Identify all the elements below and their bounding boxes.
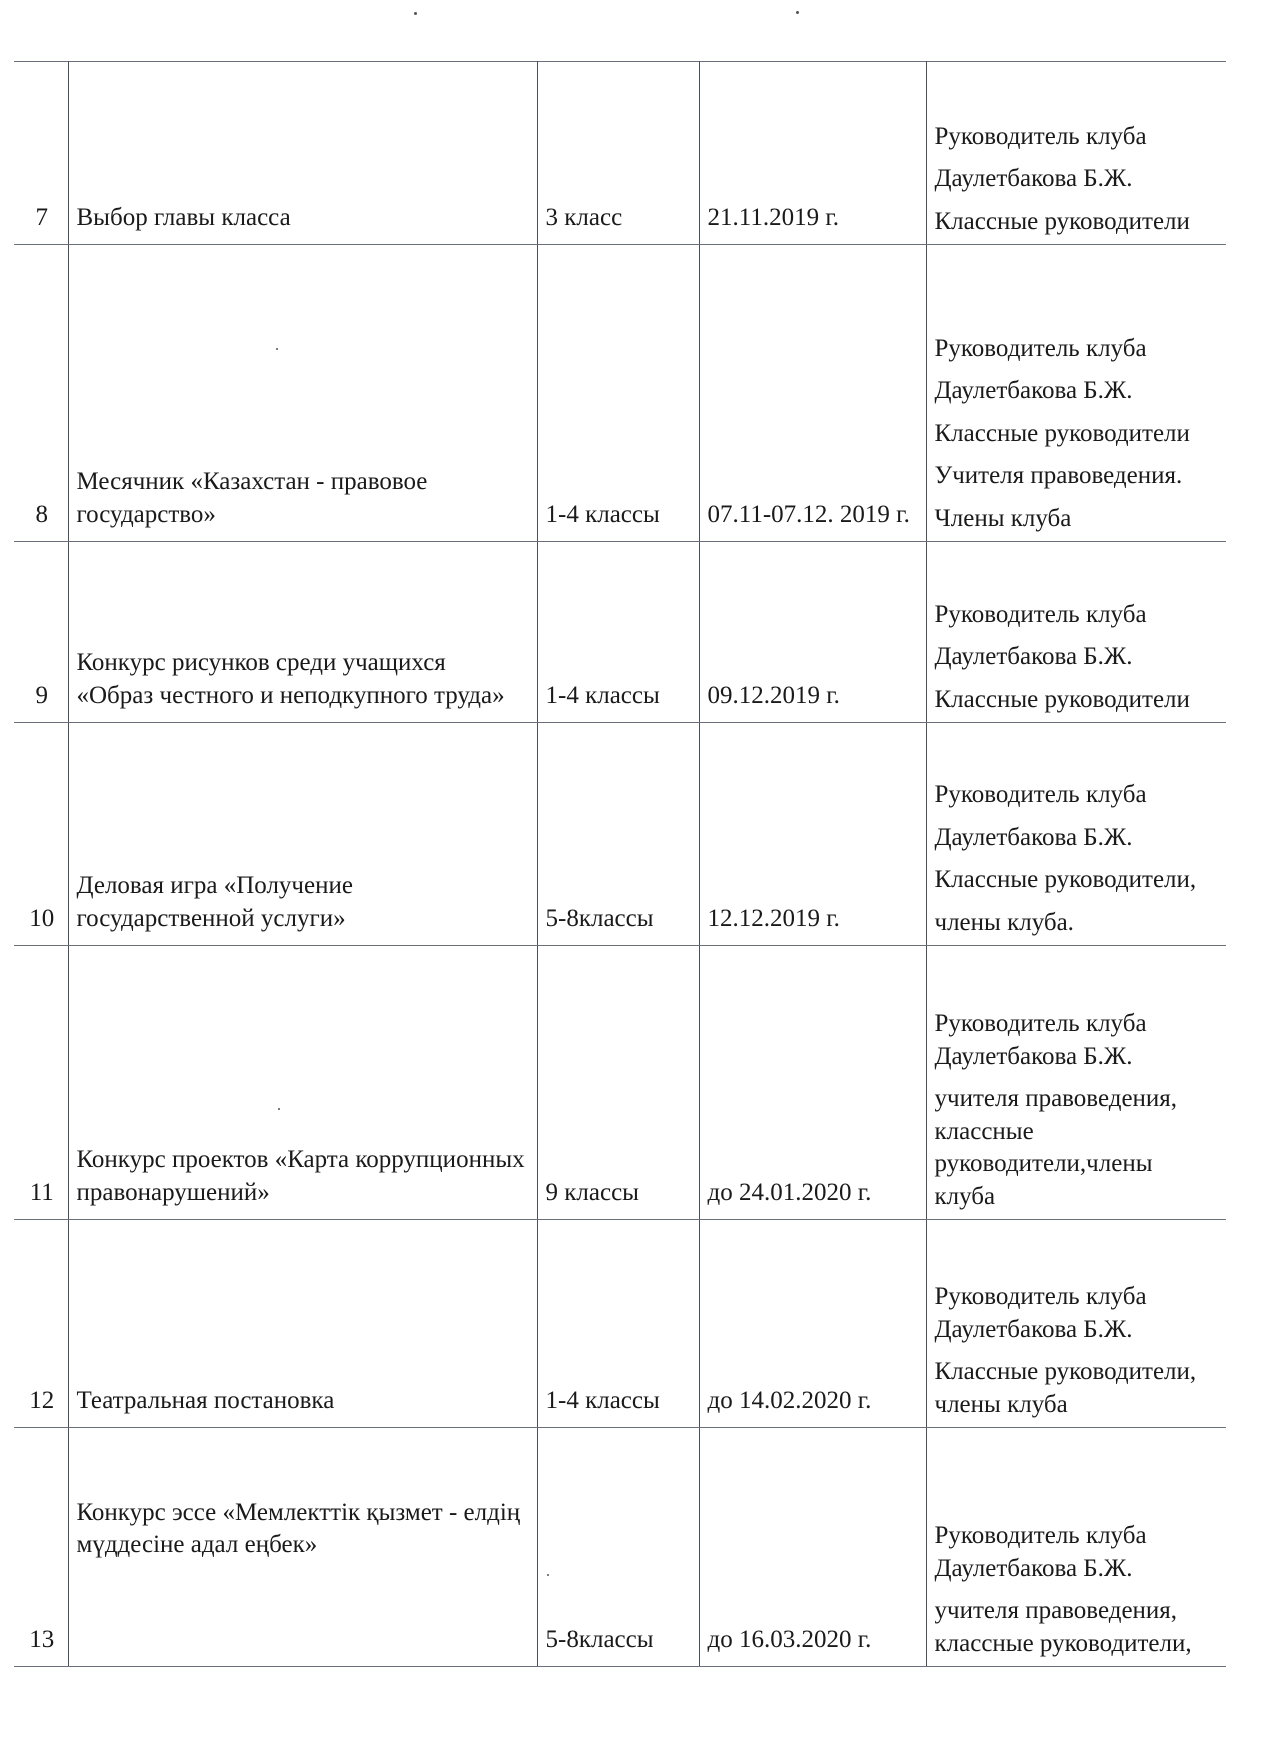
- event-date: 12.12.2019 г.: [699, 723, 926, 946]
- event-name: Месячник «Казахстан - правовое государство»: [68, 245, 537, 542]
- responsible-line: Руководитель клуба Даулетбакова Б.Ж.: [934, 1522, 1147, 1582]
- event-name: Конкурс рисунков среди учащихся «Образ честного и неподкупного труда»: [68, 542, 537, 723]
- row-number: 10: [14, 723, 68, 946]
- responsible: [926, 245, 1226, 542]
- event-date: 07.11-07.12. 2019 г.: [699, 245, 926, 542]
- responsible-line: Классные руководители: [934, 207, 1190, 235]
- event-name: Конкурс эссе «Мемлекттік қызмет - елдің мүддесіне адал еңбек»: [68, 1428, 537, 1667]
- responsible-line: члены клуба.: [934, 908, 1074, 936]
- event-date: до 16.03.2020 г.: [699, 1428, 926, 1667]
- participants: 5-8классы: [537, 1428, 699, 1667]
- responsible-line: Классные руководители,: [934, 866, 1197, 893]
- participants: 5-8классы: [537, 723, 699, 946]
- responsible-line: Руководитель клуба Даулетбакова Б.Ж.: [934, 1010, 1147, 1070]
- event-plan-table: [14, 61, 1226, 1667]
- table-row: [14, 62, 1226, 245]
- responsible: [926, 542, 1226, 723]
- row-number: 9: [14, 542, 68, 723]
- participants: 1-4 классы: [537, 245, 699, 542]
- table-row: [14, 946, 1226, 1220]
- event-date: до 14.02.2020 г.: [699, 1220, 926, 1428]
- responsible-line: Члены клуба: [934, 504, 1072, 532]
- responsible-line: Руководитель клуба: [934, 122, 1147, 150]
- responsible: [926, 946, 1226, 1220]
- table-row: [14, 542, 1226, 723]
- responsible-line: Руководитель клуба Даулетбакова Б.Ж.: [934, 1283, 1147, 1343]
- row-number: 8: [14, 245, 68, 542]
- event-name: Выбор главы класса: [68, 62, 537, 245]
- responsible-line: Даулетбакова Б.Ж.: [934, 377, 1133, 404]
- responsible-line: Даулетбакова Б.Ж.: [934, 823, 1133, 851]
- responsible: [926, 1220, 1226, 1428]
- event-name: Театральная постановка: [68, 1220, 537, 1428]
- event-name: Деловая игра «Получение государственной услуги»: [68, 723, 537, 946]
- participants: 1-4 классы: [537, 1220, 699, 1428]
- table-row: [14, 1428, 1226, 1667]
- responsible-line: учителя правоведения, классные руководители,: [934, 1597, 1192, 1657]
- responsible-line: Даулетбакова Б.Ж.: [934, 165, 1133, 192]
- event-date: 21.11.2019 г.: [699, 62, 926, 245]
- responsible-line: учителя правоведения, классные руководители,члены клуба: [934, 1085, 1178, 1210]
- table-row: [14, 723, 1226, 946]
- participants: 1-4 классы: [537, 542, 699, 723]
- row-number: 7: [14, 62, 68, 245]
- scan-speck: [796, 11, 799, 14]
- row-number: 13: [14, 1428, 68, 1667]
- responsible-line: Классные руководители: [934, 685, 1190, 713]
- table-row: [14, 245, 1226, 542]
- row-number: 11: [14, 946, 68, 1220]
- responsible: [926, 1428, 1226, 1667]
- responsible-line: Руководитель клуба: [934, 781, 1147, 808]
- row-number: 12: [14, 1220, 68, 1428]
- event-date: до 24.01.2020 г.: [699, 946, 926, 1220]
- responsible-line: Учителя правоведения.: [934, 462, 1183, 489]
- responsible-line: Даулетбакова Б.Ж.: [934, 643, 1133, 670]
- responsible-line: Классные руководители: [934, 419, 1190, 447]
- responsible: [926, 723, 1226, 946]
- participants: 9 классы: [537, 946, 699, 1220]
- participants: 3 класс: [537, 62, 699, 245]
- table-row: [14, 1220, 1226, 1428]
- responsible-line: Руководитель клуба: [934, 334, 1147, 362]
- responsible-line: Руководитель клуба: [934, 600, 1147, 628]
- responsible-line: Классные руководители, члены клуба: [934, 1358, 1197, 1418]
- event-name: Конкурс проектов «Карта коррупционных правонарушений»: [68, 946, 537, 1220]
- event-date: 09.12.2019 г.: [699, 542, 926, 723]
- scan-speck: [414, 12, 417, 15]
- responsible: [926, 62, 1226, 245]
